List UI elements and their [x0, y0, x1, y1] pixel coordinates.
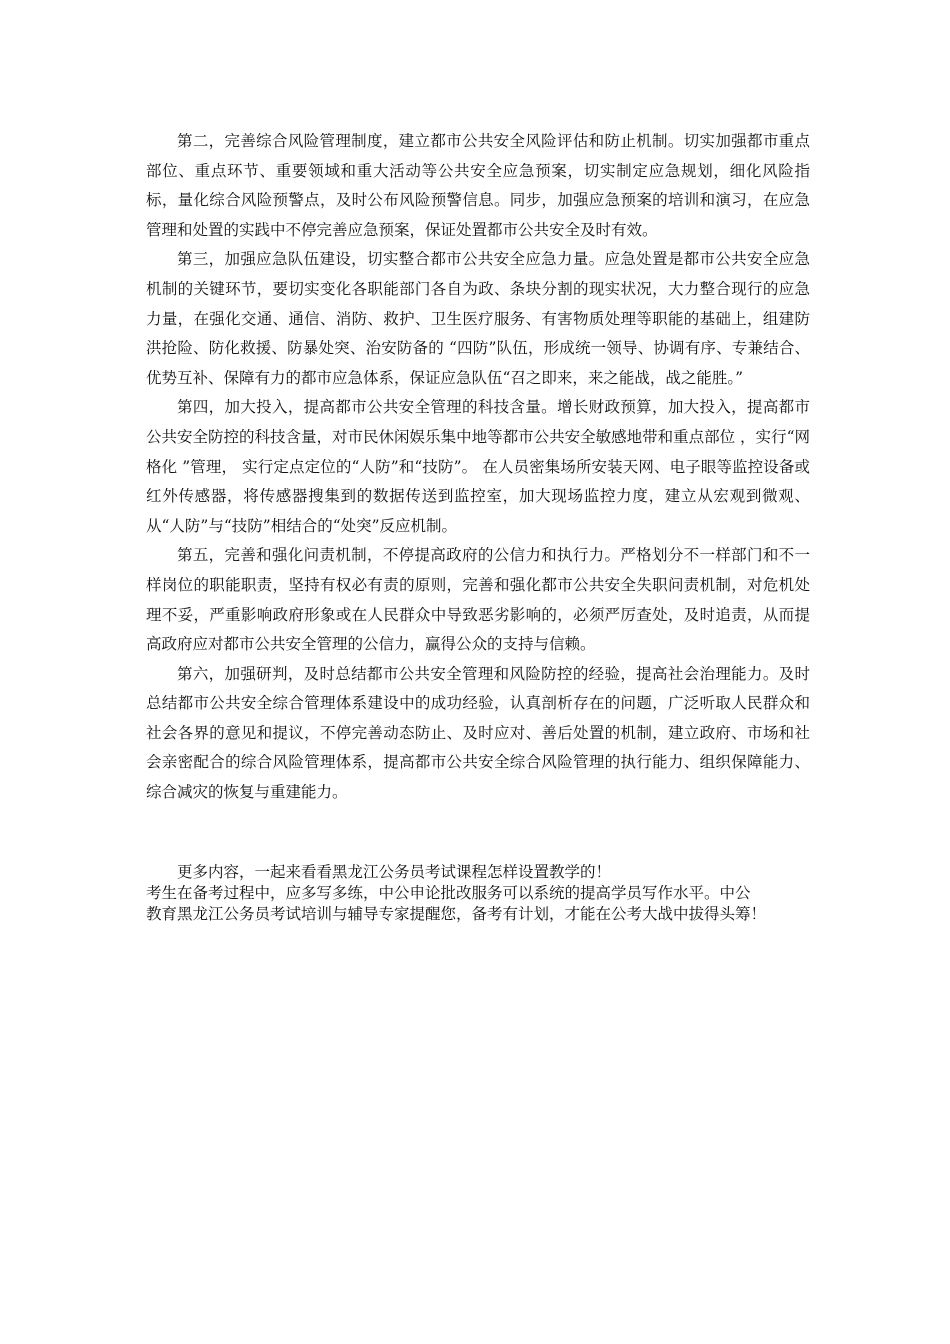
article-body — [146, 127, 810, 808]
paragraph-third: 第三，加强应急队伍建设，切实整合都市公共安全应急力量。应急处置是都市公共安全应急机制的关键环节，要切实变化各职能部门各自为政、条块分割的现实状况，大力整合现行的应急力量，在强化交通、通信、消防、救护、卫生医疗服务、有害物质处理等职能的基础上，组建防洪抢险、防化救援、防暴处突、治安防备的 “四防”队伍，形成统一领导、协调有序、专兼结合、优势互补、保障有力的都市应急体系，保证应急队伍“召之即来，来之能战，战之能胜。” — [146, 250, 810, 387]
paragraph-fifth: 第五，完善和强化问责机制，不停提高政府的公信力和执行力。严格划分不一样部门和不一样岗位的职能职责，坚持有权必有责的原则，完善和强化都市公共安全失职问责机制，对危机处理不妥，严重影响政府形象或在人民群众中导致恶劣影响的，必须严厉查处，及时追责，从而提高政府应对都市公共安全管理的公信力，赢得公众的支持与信赖。 — [146, 546, 810, 654]
promo-line-writing-service: 考生在备考过程中，应多写多练，中公申论批改服务可以系统的提高学员写作水平。中公 — [146, 884, 751, 902]
paragraph-sixth: 第六，加强研判，及时总结都市公共安全管理和风险防控的经验，提高社会治理能力。及时总结都市公共安全综合管理体系建设中的成功经验，认真剖析存在的问题，广泛听取人民群众和社会各界的意见和提议，不停完善动态防止、及时应对、善后处置的机制，建立政府、市场和社会亲密配合的综合风险管理体系，提高都市公共安全综合风险管理的执行能力、组织保障能力、综合减灾的恢复与重建能力。 — [146, 664, 810, 802]
promo-line-expert-reminder: 教育黑龙江公务员考试培训与辅导专家提醒您，备考有计划，才能在公考大战中拔得头筹！ — [146, 905, 767, 923]
promo-block — [146, 862, 826, 925]
paragraph-fourth: 第四，加大投入，提高都市公共安全管理的科技含量。增长财政预算，加大投入，提高都市公共安全防控的科技含量，对市民休闲娱乐集中地等都市公共安全敏感地带和重点部位 ，实行“网格化 ”管理， 实行定点定位的“人防”和“技防”。 在人员密集场所安装天网、电子眼等监控设备或红外传感器，将传感器搜集到的数据传送到监控室，加大现场监控力度，建立从宏观到微观、从“人防”与“技防”相结合的“处突”反应机制。 — [146, 398, 810, 535]
promo-line-more-content: 更多内容，一起来看看黑龙江公务员考试课程怎样设置教学的！ — [177, 863, 612, 881]
paragraph-second: 第二，完善综合风险管理制度，建立都市公共安全风险评估和防止机制。切实加强都市重点部位、重点环节、重要领域和重大活动等公共安全应急预案，切实制定应急规划，细化风险指标，量化综合风险预警点，及时公布风险预警信息。同步，加强应急预案的培训和演习，在应急管理和处置的实践中不停完善应急预案，保证处置都市公共安全及时有效。 — [146, 132, 810, 239]
